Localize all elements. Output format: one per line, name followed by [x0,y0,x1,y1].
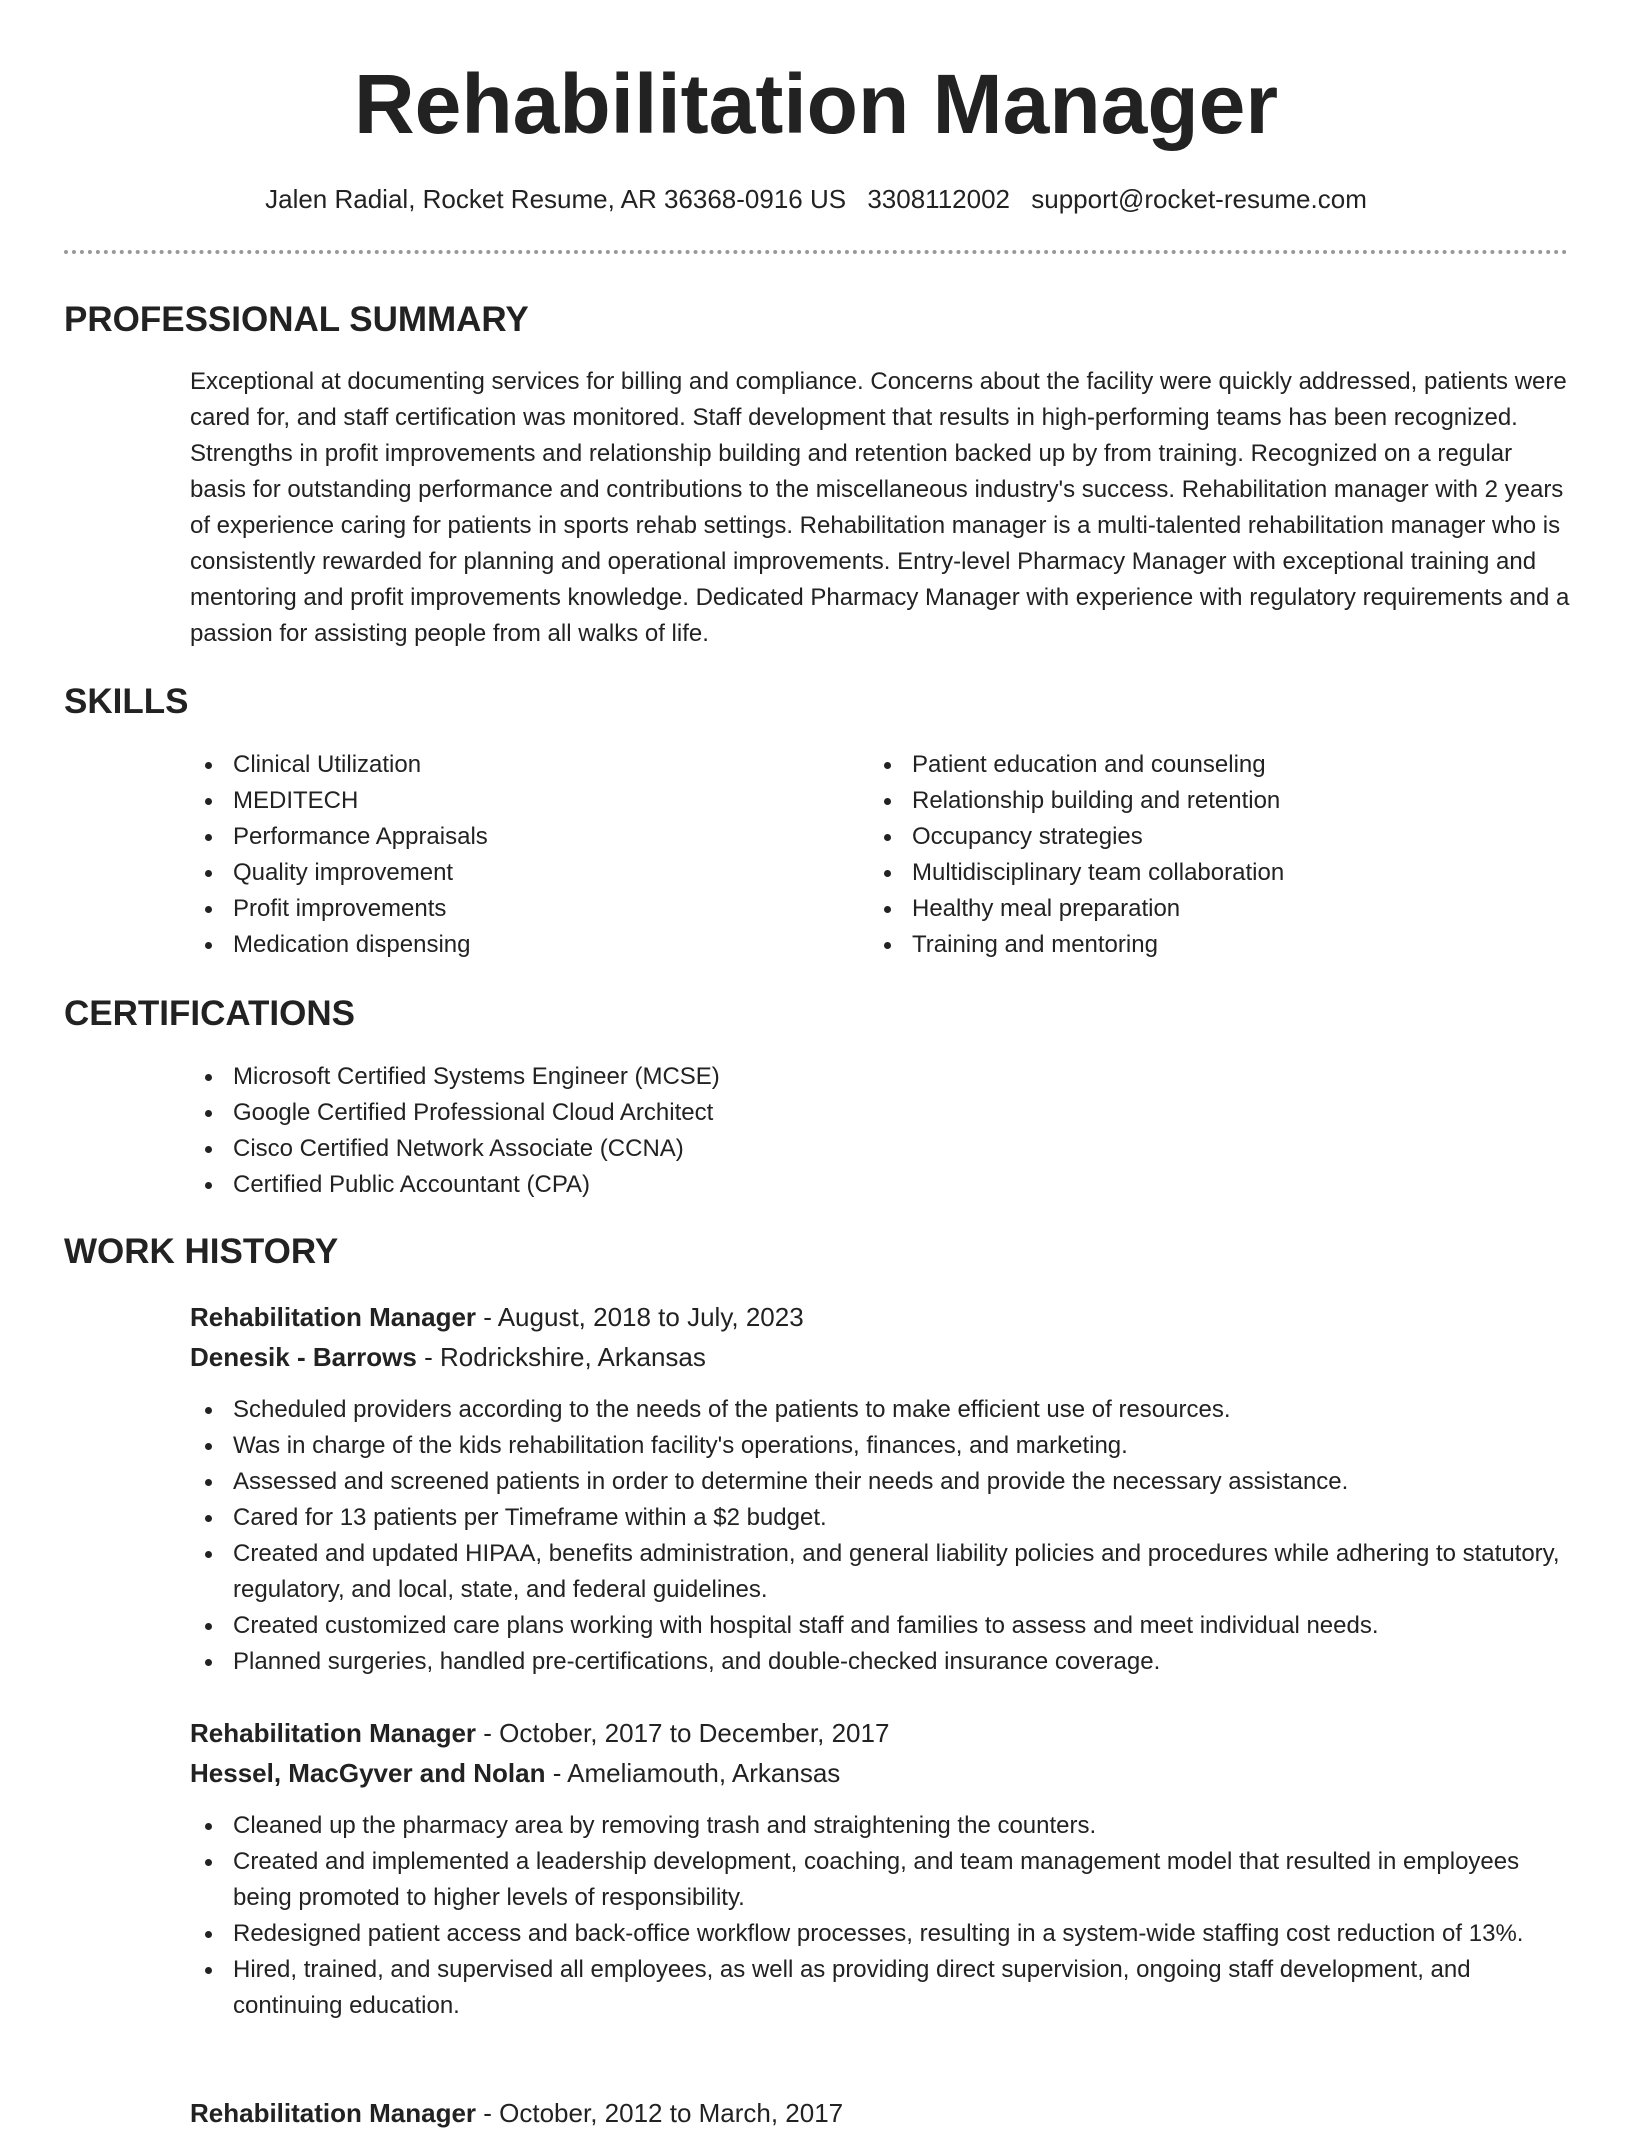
skill-item: MEDITECH [190,783,830,819]
job-bullet: Cleaned up the pharmacy area by removing trash and straightening the counters. [190,1808,1570,1844]
certification-item: Certified Public Accountant (CPA) [190,1167,1190,1203]
resume-title: Rehabilitation Manager [353,57,1279,151]
skill-item: Profit improvements [190,891,830,927]
skill-item: Training and mentoring [869,927,1549,963]
job-dates: - August, 2018 to July, 2023 [476,1302,804,1332]
summary-text: Exceptional at documenting services for billing and compliance. Concerns about the facility were quickly addressed, patients were cared for, and staff certification was monitored. Staff development that results in high-performing teams has been recognized. Strengths in profit improvements and relationship building and retention backed up by from training. Recognized on a regular basis for outstanding performance and contributions to the miscellaneous industry's success. Rehabilitation manager with 2 years of experience caring for patients in sports rehab settings. Rehabilitation manager is a multi-talented rehabilitation manager who is consistently rewarded for planning and operational improvements. Entry-level Pharmacy Manager with exceptional training and mentoring and profit improvements knowledge. Dedicated Pharmacy Manager with experience with regulatory requirements and a passion for assisting people from all walks of life. [190,368,1570,647]
job-title-line [190,2093,843,2133]
certification-item: Cisco Certified Network Associate (CCNA) [190,1131,1190,1167]
certification-item: Microsoft Certified Systems Engineer (MCSE) [190,1059,1190,1095]
contact-phone: 3308112002 [867,184,1011,214]
job-company-line [190,1337,706,1377]
skill-item: Occupancy strategies [869,819,1549,855]
contact-address: Jalen Radial, Rocket Resume, AR 36368-0916 US [265,184,847,214]
header-divider [64,250,1568,254]
contact-line [0,180,1632,218]
skill-item: Patient education and counseling [869,747,1549,783]
summary-heading: PROFESSIONAL SUMMARY [64,300,529,339]
job-title-line [190,1713,889,1753]
skill-item: Healthy meal preparation [869,891,1549,927]
skills-list-left [190,747,830,963]
job-title: Rehabilitation Manager [190,1718,477,1748]
skill-item: Relationship building and retention [869,783,1549,819]
job-bullet: Assessed and screened patients in order to determine their needs and provide the necessary assistance. [190,1464,1570,1500]
job-title: Rehabilitation Manager [190,1302,477,1332]
job-bullets [190,1808,1570,2024]
job-bullets [190,1392,1570,1680]
skill-item: Performance Appraisals [190,819,830,855]
skills-list-right [869,747,1549,963]
job-bullet: Cared for 13 patients per Timeframe within a $2 budget. [190,1500,1570,1536]
certification-item: Google Certified Professional Cloud Architect [190,1095,1190,1131]
skill-item: Clinical Utilization [190,747,830,783]
job-bullet: Planned surgeries, handled pre-certifications, and double-checked insurance coverage. [190,1644,1570,1680]
job-company: Hessel, MacGyver and Nolan [190,1758,546,1788]
skill-item: Quality improvement [190,855,830,891]
job-bullet: Created and implemented a leadership development, coaching, and team management model that resulted in employees being promoted to higher levels of responsibility. [190,1844,1570,1916]
job-bullet: Was in charge of the kids rehabilitation facility's operations, finances, and marketing. [190,1428,1570,1464]
job-company-line [190,1753,840,1793]
skills-heading: SKILLS [64,682,189,721]
job-bullet: Created customized care plans working with hospital staff and families to assess and meet individual needs. [190,1608,1570,1644]
job-bullet: Created and updated HIPAA, benefits administration, and general liability policies and procedures while adhering to statutory, regulatory, and local, state, and federal guidelines. [190,1536,1570,1608]
job-bullet: Scheduled providers according to the needs of the patients to make efficient use of resources. [190,1392,1570,1428]
job-bullet: Hired, trained, and supervised all employees, as well as providing direct supervision, ongoing staff development, and continuing education. [190,1952,1570,2024]
contact-email: support@rocket-resume.com [1031,184,1367,214]
certifications-heading: CERTIFICATIONS [64,994,356,1033]
job-location: - Ameliamouth, Arkansas [545,1758,841,1788]
job-company: Denesik - Barrows [190,1342,417,1372]
work-history-heading: WORK HISTORY [64,1232,339,1271]
job-dates: - October, 2012 to March, 2017 [476,2098,844,2128]
job-dates: - October, 2017 to December, 2017 [476,1718,890,1748]
skill-item: Multidisciplinary team collaboration [869,855,1549,891]
job-title: Rehabilitation Manager [190,2098,477,2128]
certifications-list [190,1059,1190,1203]
job-bullet: Redesigned patient access and back-office workflow processes, resulting in a system-wide staffing cost reduction of 13%. [190,1916,1570,1952]
job-title-line [190,1297,804,1337]
skill-item: Medication dispensing [190,927,830,963]
job-location: - Rodrickshire, Arkansas [416,1342,706,1372]
